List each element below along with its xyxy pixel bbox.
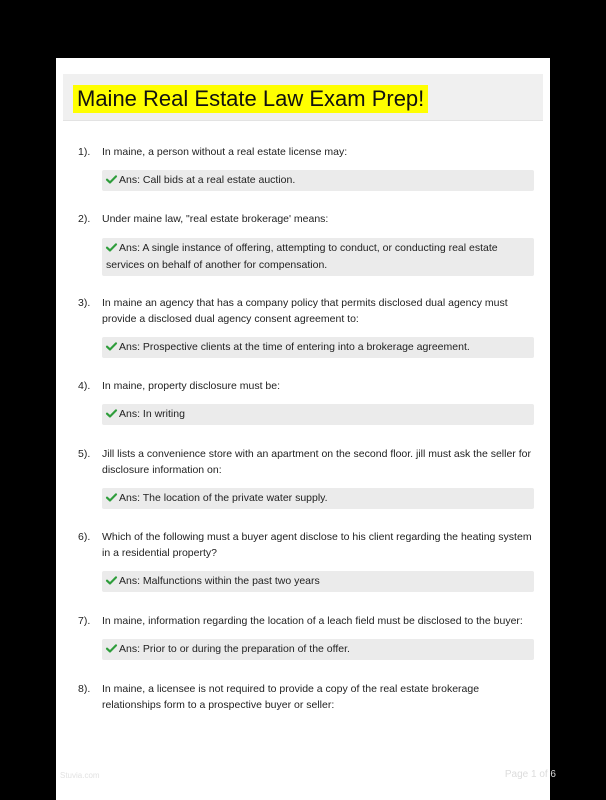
answer-text: Ans: Malfunctions within the past two years <box>119 575 320 587</box>
answer-box <box>102 639 534 660</box>
question-number: 5). <box>78 448 91 460</box>
question-number: 3). <box>78 297 91 309</box>
check-icon <box>106 493 117 502</box>
question-number: 4). <box>78 380 91 392</box>
answer-box <box>102 571 534 592</box>
question-number: 1). <box>78 146 91 158</box>
question-text: Which of the following must a buyer agent disclose to his client regarding the heating system in a residential property? <box>102 531 532 559</box>
question-text: In maine an agency that has a company policy that permits disclosed dual agency must provide a disclosed dual agency consent agreement to: <box>102 297 508 325</box>
answer-text: Ans: The location of the private water supply. <box>119 492 328 504</box>
question-text: In maine, a person without a real estate license may: <box>102 146 348 158</box>
answer-text: Ans: Call bids at a real estate auction. <box>119 174 296 186</box>
question-text: Under maine law, "real estate brokerage' means: <box>102 213 329 225</box>
page-indicator: Page 1 of 6 <box>504 769 556 780</box>
question-number: 8). <box>78 683 91 695</box>
question-number: 2). <box>78 213 91 225</box>
question-text: In maine, property disclosure must be: <box>102 380 280 392</box>
answer-box <box>102 170 534 191</box>
answer-box <box>102 404 534 425</box>
check-icon <box>106 342 117 351</box>
question-text: In maine, a licensee is not required to provide a copy of the real estate brokerage relationships form to a prospective buyer or seller: <box>102 683 480 711</box>
answer-text: Ans: In writing <box>119 408 185 420</box>
title-banner <box>63 74 543 121</box>
answer-box <box>102 488 534 509</box>
answer-text: Ans: Prospective clients at the time of entering into a brokerage agreement. <box>119 341 470 353</box>
document-title: Maine Real Estate Law Exam Prep! <box>73 85 428 113</box>
check-icon <box>106 576 117 585</box>
document-page <box>56 58 556 800</box>
answer-box <box>102 337 534 358</box>
check-icon <box>106 243 117 252</box>
answer-text: Ans: Prior to or during the preparation of the offer. <box>119 643 350 655</box>
footer-watermark: Stuvia.com <box>60 771 100 780</box>
question-number: 6). <box>78 531 91 543</box>
question-number: 7). <box>78 615 91 627</box>
answer-text: Ans: A single instance of offering, attempting to conduct, or conducting real estate services on behalf of another for compensation. <box>106 242 498 271</box>
check-icon <box>106 644 117 653</box>
check-icon <box>106 175 117 184</box>
question-text: In maine, information regarding the location of a leach field must be disclosed to the buyer: <box>102 615 523 627</box>
answer-box <box>102 238 534 276</box>
check-icon <box>106 409 117 418</box>
question-text: Jill lists a convenience store with an apartment on the second floor. jill must ask the seller for disclosure information on: <box>102 448 531 476</box>
